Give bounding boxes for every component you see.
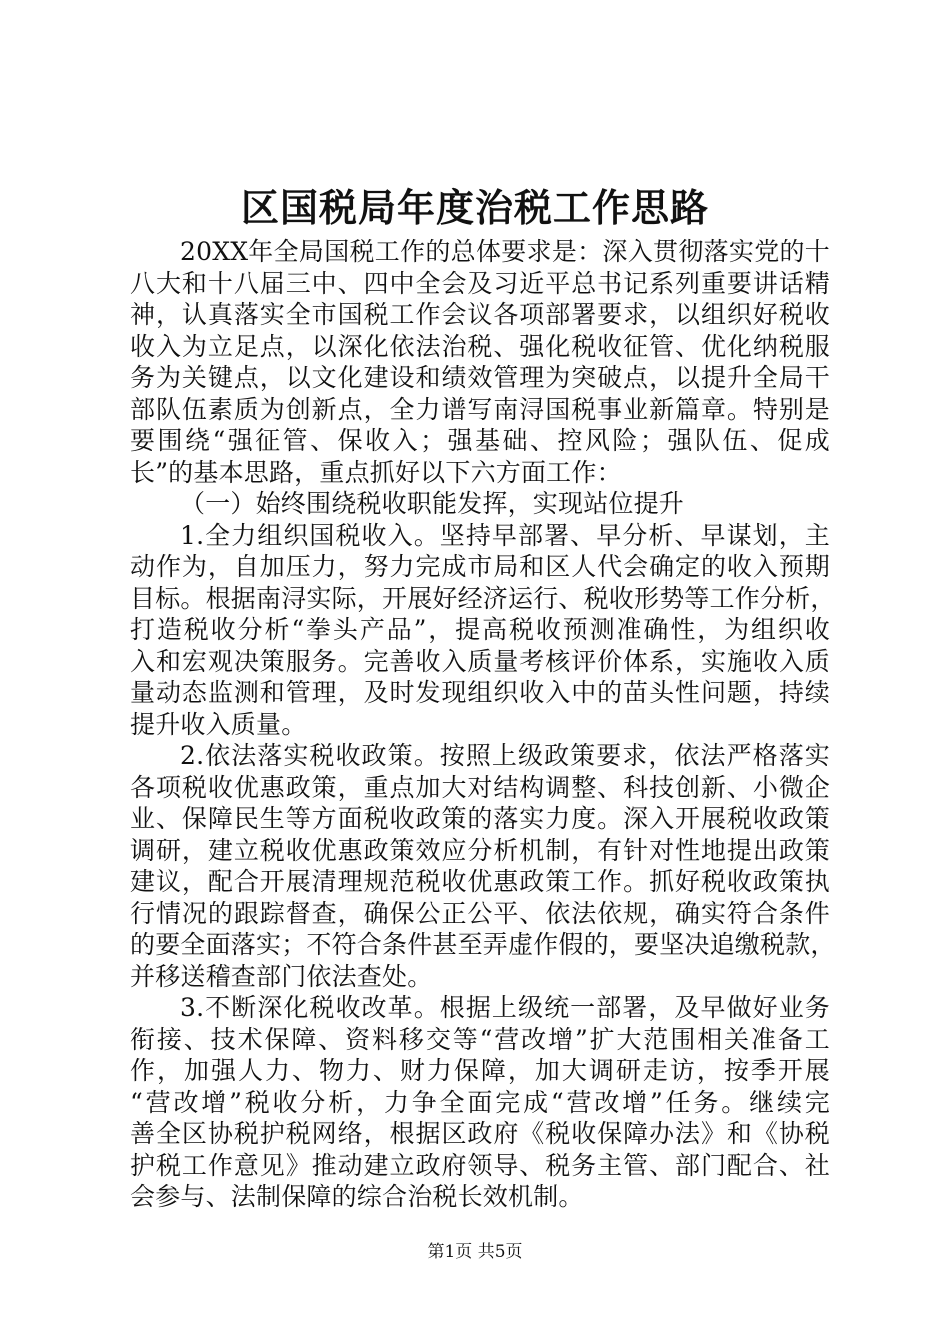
body-line: 收入为立足点，以深化依法治税、强化税收征管、优化纳税服 (130, 331, 830, 361)
body-line: 3.不断深化税收改革。根据上级统一部署，及早做好业务 (180, 993, 830, 1022)
body-line: 打造税收分析“拳头产品”，提高税收预测准确性，为组织收 (130, 615, 830, 644)
body-line: 神，认真落实全市国税工作会议各项部署要求，以组织好税收 (130, 300, 830, 329)
body-line: 的要全面落实；不符合条件甚至弄虚作假的，要坚决追缴税款， (130, 930, 836, 959)
body-line: 要围绕“强征管、保收入；强基础、控风险；强队伍、促成 (130, 426, 830, 455)
body-line: 并移送稽查部门依法查处。 (130, 961, 433, 991)
body-line: 1.全力组织国税收入。坚持早部署、早分析、早谋划，主 (180, 520, 830, 550)
body-line: 20XX年全局国税工作的总体要求是：深入贯彻落实党的十 (180, 237, 830, 266)
body-line: 入和宏观决策服务。完善收入质量考核评价体系，实施收入质 (130, 646, 830, 676)
body-line: “营改增”税收分析，力争全面完成“营改增”任务。继续完 (130, 1087, 830, 1117)
body-line: 务为关键点，以文化建设和绩效管理为突破点，以提升全局干 (130, 363, 830, 392)
body-line: 各项税收优惠政策，重点加大对结构调整、科技创新、小微企 (130, 772, 830, 802)
body-line: 衔接、技术保障、资料移交等“营改增”扩大范围相关准备工 (130, 1024, 830, 1054)
page-number: 第1页 共5页 (427, 1242, 523, 1262)
document-body (130, 236, 836, 1213)
body-line: 调研，建立税收优惠政策效应分析机制，有针对性地提出政策 (130, 835, 830, 865)
body-line: 长”的基本思路，重点抓好以下六方面工作： (130, 457, 622, 487)
body-line: 提升收入质量。 (130, 709, 307, 739)
body-line: 部队伍素质为创新点，全力谱写南浔国税事业新篇章。特别是 (130, 394, 830, 424)
body-line: 2.依法落实税收政策。按照上级政策要求，依法严格落实 (180, 741, 830, 770)
body-line: 善全区协税护税网络，根据区政府《税收保障办法》和《协税 (130, 1119, 830, 1148)
document-title: 区国税局年度治税工作思路 (240, 185, 709, 230)
body-line: 建议，配合开展清理规范税收优惠政策工作。抓好税收政策执 (130, 867, 830, 896)
body-line: 八大和十八届三中、四中全会及习近平总书记系列重要讲话精 (130, 268, 830, 298)
body-line: 目标。根据南浔实际，开展好经济运行、税收形势等工作分析， (130, 583, 836, 613)
body-line: 作，加强人力、物力、财力保障，加大调研走访，按季开展 (130, 1056, 830, 1085)
body-line: 动作为，自加压力，努力完成市局和区人代会确定的收入预期 (130, 552, 830, 581)
body-line: 量动态监测和管理，及时发现组织收入中的苗头性问题，持续 (130, 678, 830, 707)
body-line: 行情况的跟踪督查，确保公正公平、依法依规，确实符合条件 (130, 898, 830, 928)
section-heading: （一）始终围绕税收职能发挥，实现站位提升 (180, 489, 685, 518)
body-line: 护税工作意见》推动建立政府领导、税务主管、部门配合、社 (130, 1150, 830, 1180)
body-line: 会参与、法制保障的综合治税长效机制。 (130, 1182, 584, 1211)
body-line: 业、保障民生等方面税收政策的落实力度。深入开展税收政策 (130, 804, 830, 833)
